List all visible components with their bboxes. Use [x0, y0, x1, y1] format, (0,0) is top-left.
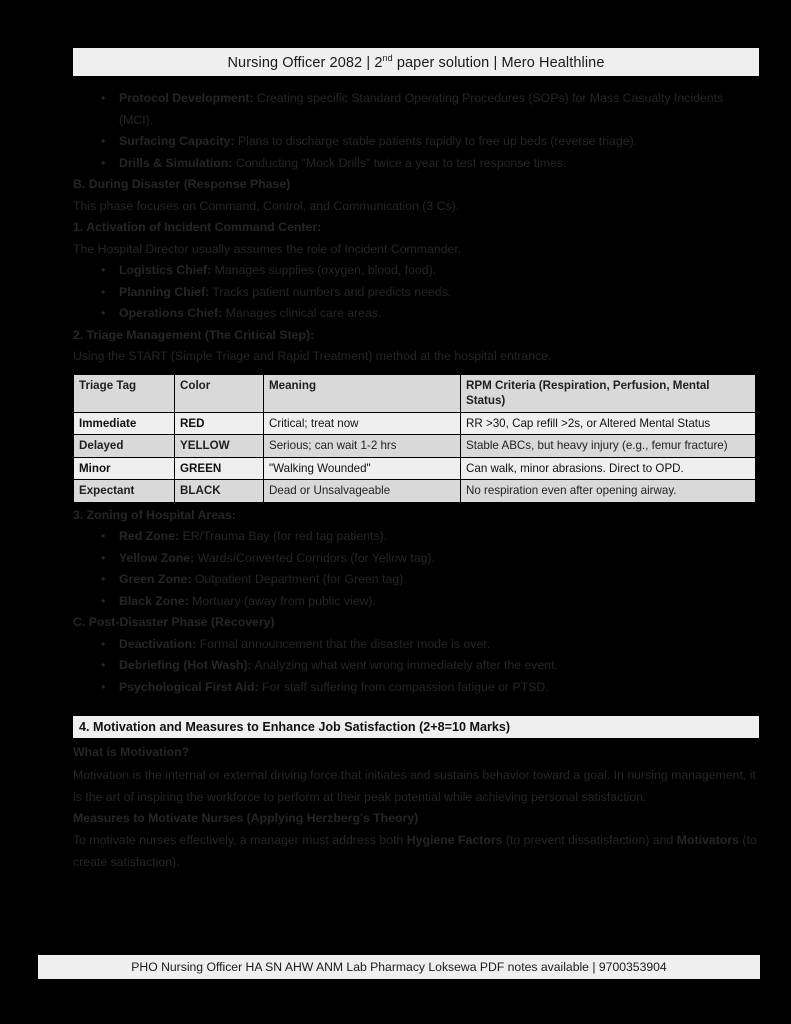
cell-triage-tag: Immediate — [74, 412, 175, 435]
list-item — [73, 131, 759, 153]
bullet-icon: • — [101, 306, 106, 320]
list-item — [73, 88, 759, 131]
table-row — [74, 412, 756, 435]
q2-bold-hygiene: Hygiene Factors — [406, 833, 503, 847]
phase-b-intro: This phase focuses on Command, Control, and Communication (3 Cs). — [73, 198, 460, 213]
cell-triage-tag: Expectant — [74, 480, 175, 503]
cell-meaning: Dead or Unsalvageable — [264, 480, 461, 503]
bullet-icon: • — [101, 593, 106, 608]
column-header-rpm-criteria: RPM Criteria (Respiration, Perfusion, Mental Status) — [461, 374, 756, 412]
list-item-label: Planning Chief: — [119, 284, 210, 299]
list-item-label: Drills & Simulation: — [119, 155, 233, 170]
list-item — [73, 303, 759, 325]
cell-rpm: RR >30, Cap refill >2s, or Altered Mental Status — [461, 412, 756, 435]
list-item — [73, 591, 759, 613]
list-item-text: ER/Trauma Bay (for red tag patients). — [179, 529, 388, 543]
list-item-label: Debriefing (Hot Wash): — [119, 658, 252, 672]
list-item-text: Creating specific Standard Operating Procedures (SOPs) for Mass Casualty Incidents (MCI). — [119, 91, 724, 127]
column-header-triage-tag: Triage Tag — [74, 374, 175, 412]
phase-b-sub1-heading: 1. Activation of Incident Command Center: — [73, 220, 322, 234]
page-footer — [38, 955, 760, 979]
list-item-label: Red Zone: — [119, 529, 180, 543]
bullet-icon: • — [101, 658, 106, 672]
page-title — [227, 53, 604, 71]
bullet-icon: • — [101, 134, 106, 148]
list-item — [73, 153, 759, 175]
list-item-label: Protocol Development: — [119, 91, 254, 105]
bullet-icon: • — [101, 529, 106, 543]
recovery-list — [73, 634, 759, 699]
phase-b-heading: B. During Disaster (Response Phase) — [73, 177, 291, 191]
bullet-icon: • — [101, 155, 106, 170]
phase-b-sub3-heading: 3. Zoning of Hospital Areas: — [73, 507, 236, 522]
table-row — [74, 480, 756, 503]
bullet-icon: • — [101, 679, 106, 694]
table-header-row — [74, 374, 756, 412]
zoning-list — [73, 526, 759, 612]
column-header-color: Color — [175, 374, 264, 412]
list-item-text: Plans to discharge stable patients rapidly to free up beds (reverse triage). — [234, 134, 638, 148]
list-item — [73, 526, 759, 548]
list-item-text: For staff suffering from compassion fatigue or PTSD. — [258, 679, 549, 694]
page-title-post: paper solution | Mero Healthline — [392, 54, 605, 71]
phase-b-sub2-heading: 2. Triage Management (The Critical Step): — [73, 327, 315, 342]
column-header-meaning: Meaning — [264, 374, 461, 412]
list-item — [73, 655, 759, 677]
cell-rpm: No respiration even after opening airway. — [461, 480, 756, 503]
cell-meaning: "Walking Wounded" — [264, 457, 461, 480]
list-item — [73, 569, 759, 591]
list-item-text: Mortuary (away from public view). — [188, 593, 376, 608]
list-item-text: Wards/Converted Corridors (for Yellow tag). — [194, 550, 435, 565]
bullet-icon: • — [101, 284, 106, 299]
list-item-text: Manages supplies (oxygen, blood, food). — [211, 263, 437, 277]
bullet-icon: • — [101, 550, 106, 565]
q2-text-pre: To motivate nurses effectively, a manager must address both — [73, 833, 407, 847]
cell-triage-tag: Minor — [74, 457, 175, 480]
list-item-text: Manages clinical care areas. — [222, 306, 382, 320]
list-item-label: Psychological First Aid: — [119, 679, 259, 694]
section-4-q1-heading: What is Motivation? — [73, 745, 190, 759]
phase-b-sub1-text: The Hospital Director usually assumes the role of Incident Commander. — [73, 241, 462, 256]
list-item — [73, 677, 759, 699]
section-4-q1-paragraph: Motivation is the internal or external driving force that initiates and sustains behavior toward a goal. In nursing management, it is the art of inspiring the workforce to perform at their peak potential while achieving personal satisfaction. — [73, 767, 756, 804]
table-row — [74, 435, 756, 458]
section-4-q2-paragraph — [73, 829, 759, 873]
list-item — [73, 260, 759, 282]
list-item-label: Logistics Chief: — [119, 263, 212, 277]
q2-text-mid: (to prevent dissatisfaction) and — [502, 833, 677, 847]
cell-color: BLACK — [175, 480, 264, 503]
bullet-icon: • — [101, 91, 106, 105]
list-item-label: Yellow Zone: — [119, 550, 195, 565]
top-bullet-list — [73, 88, 759, 174]
list-item-text: Tracks patient numbers and predicts needs. — [209, 284, 452, 299]
page-title-superscript: nd — [382, 53, 393, 64]
q2-bold-motivators: Motivators — [676, 833, 739, 847]
list-item-text: Formal announcement that the disaster mode is over. — [196, 636, 491, 651]
page-title-pre: Nursing Officer 2082 | 2 — [227, 54, 383, 71]
command-roles-list — [73, 260, 759, 325]
list-item-text: Analyzing what went wrong immediately after the event. — [251, 658, 558, 672]
list-item-text: Conducting "Mock Drills" twice a year to test response times. — [232, 155, 567, 170]
list-item-label: Surfacing Capacity: — [119, 134, 235, 148]
list-item-label: Deactivation: — [119, 636, 197, 651]
cell-triage-tag: Delayed — [74, 435, 175, 458]
section-4-q2-heading: Measures to Motivate Nurses (Applying Herzberg's Theory) — [73, 810, 419, 825]
triage-table — [73, 374, 756, 503]
q2-text-post: (to create satisfaction). — [73, 833, 757, 869]
phase-c-heading: C. Post-Disaster Phase (Recovery) — [73, 615, 275, 629]
list-item-label: Black Zone: — [119, 593, 189, 608]
bullet-icon: • — [101, 263, 106, 277]
cell-rpm: Stable ABCs, but heavy injury (e.g., femur fracture) — [461, 435, 756, 458]
cell-rpm: Can walk, minor abrasions. Direct to OPD. — [461, 457, 756, 480]
document-body — [73, 88, 759, 873]
phase-b-sub2-text: Using the START (Simple Triage and Rapid Treatment) method at the hospital entrance. — [73, 349, 552, 363]
list-item-text: Outpatient Department (for Green tag). — [191, 572, 407, 586]
list-item — [73, 548, 759, 570]
cell-meaning: Critical; treat now — [264, 412, 461, 435]
section-4-bar: 4. Motivation and Measures to Enhance Job Satisfaction (2+8=10 Marks) — [73, 716, 759, 738]
list-item — [73, 282, 759, 304]
list-item-label: Operations Chief: — [119, 306, 223, 320]
cell-color: GREEN — [175, 457, 264, 480]
cell-color: RED — [175, 412, 264, 435]
cell-meaning: Serious; can wait 1-2 hrs — [264, 435, 461, 458]
bullet-icon: • — [101, 572, 106, 586]
list-item-label: Green Zone: — [119, 572, 192, 586]
table-row — [74, 457, 756, 480]
bullet-icon: • — [101, 636, 106, 651]
cell-color: YELLOW — [175, 435, 264, 458]
footer-text: PHO Nursing Officer HA SN AHW ANM Lab Pharmacy Loksewa PDF notes available | 9700353904 — [131, 960, 667, 974]
page-header — [73, 48, 759, 76]
list-item — [73, 634, 759, 656]
